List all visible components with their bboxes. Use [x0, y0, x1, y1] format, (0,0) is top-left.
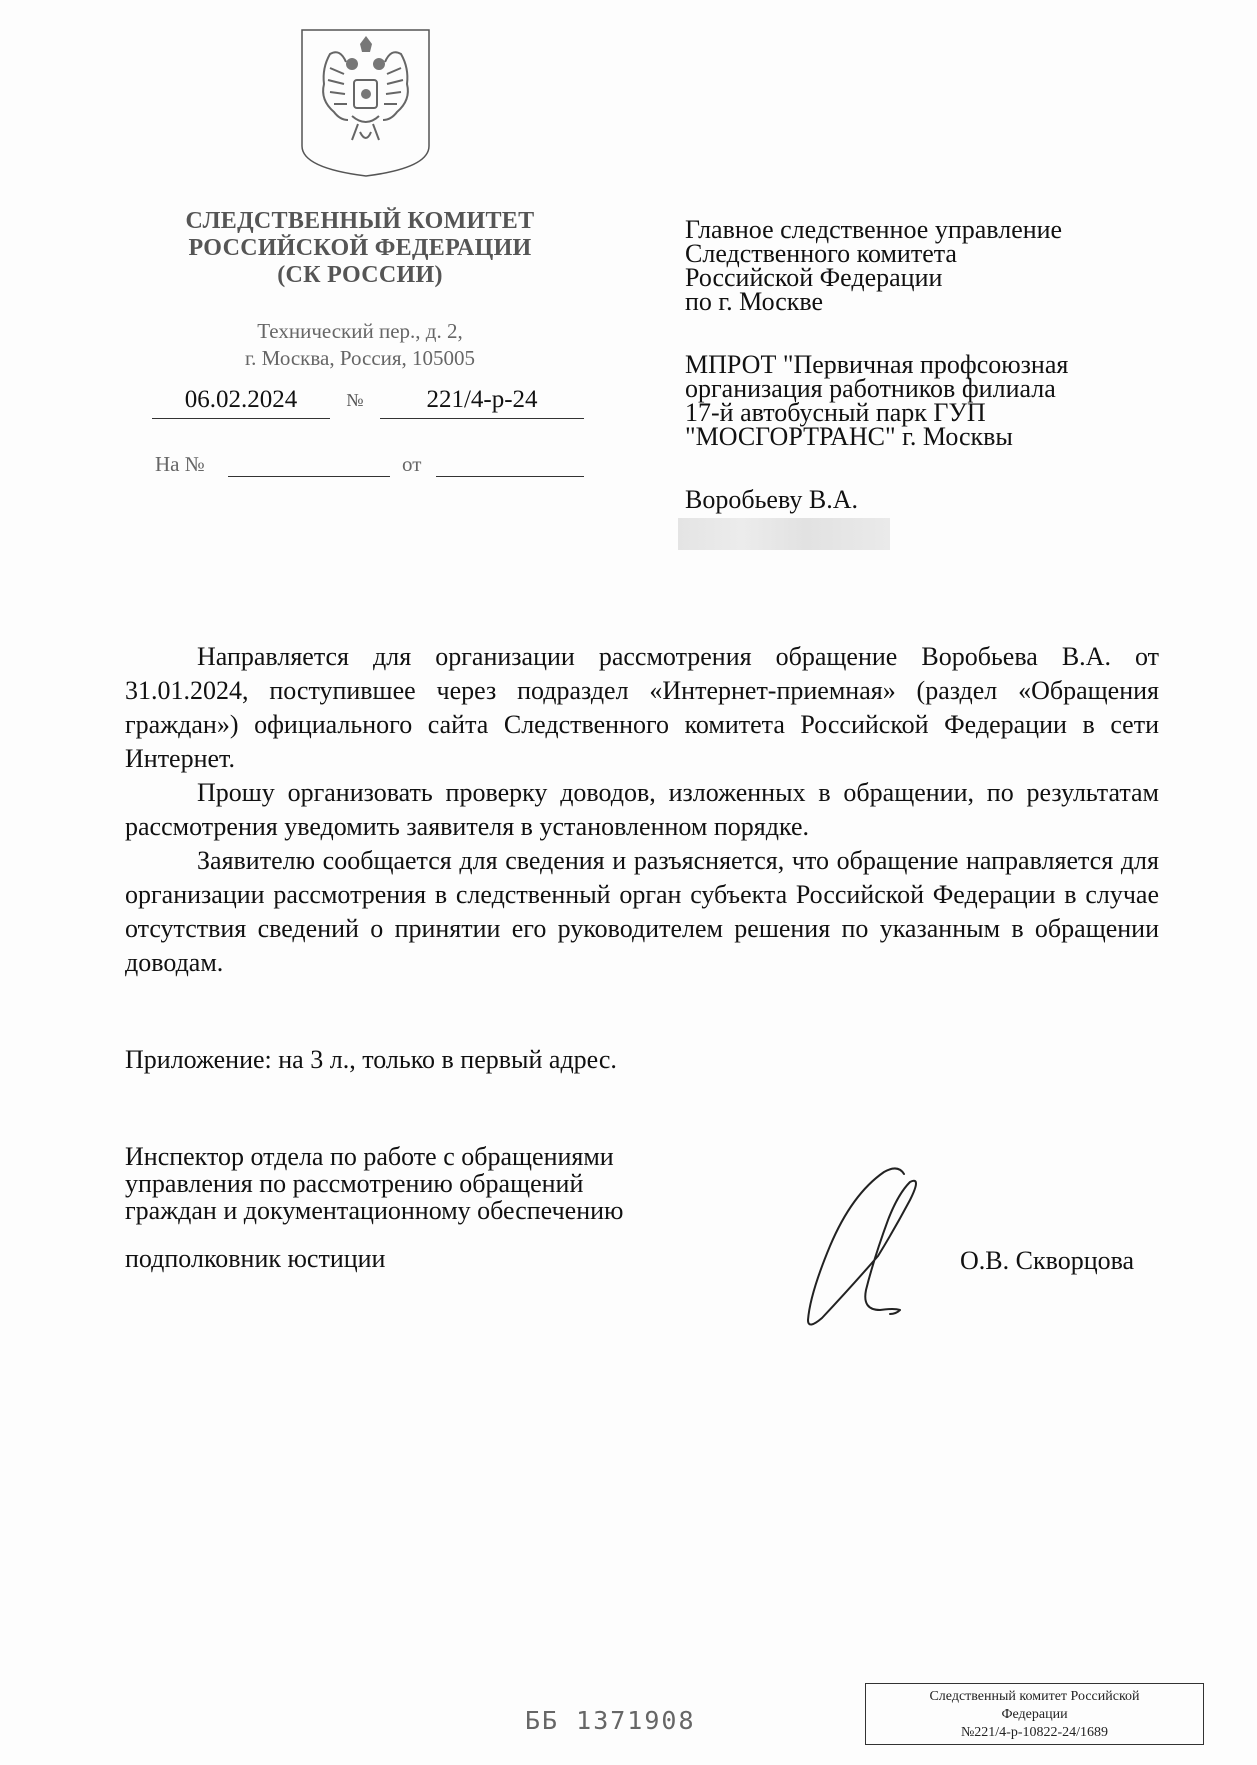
- addressee-secondary: [685, 350, 1155, 451]
- position-line: граждан и документационному обеспечению: [125, 1196, 624, 1225]
- reply-to-number-line: [228, 476, 390, 477]
- addressee-primary: [685, 215, 1155, 316]
- stamp-line: Следственный комитет Российской: [929, 1689, 1140, 1704]
- body-paragraph: Прошу организовать проверку доводов, изложенных в обращении, по результатам рассмотрения уведомить заявителя в установленном порядке.: [125, 778, 1159, 841]
- addressee-line: 17-й автобусный парк ГУП: [685, 398, 986, 427]
- address-line: г. Москва, Россия, 105005: [244, 346, 476, 370]
- position-line: Инспектор отдела по работе с обращениями: [125, 1142, 614, 1171]
- org-name-line: РОССИЙСКОЙ ФЕДЕРАЦИИ: [188, 235, 532, 261]
- org-name-line: СЛЕДСТВЕННЫЙ КОМИТЕТ: [185, 208, 535, 234]
- addressee-person: [685, 485, 1155, 514]
- signer-rank: подполковник юстиции: [125, 1244, 386, 1273]
- body-paragraph: Заявителю сообщается для сведения и разъясняется, что обращение направляется для организации рассмотрения в следственный орган субъекта Российской Федерации в случае отсутствия сведений о принятии его руководителем решения по указанным в обращении доводам.: [125, 846, 1159, 977]
- reply-to-number-label: На №: [155, 452, 205, 476]
- addressee-line: Российской Федерации: [685, 263, 943, 292]
- addressee-line: МПРОТ "Первичная профсоюзная: [685, 350, 1069, 379]
- addressee-line: организация работников филиала: [685, 374, 1056, 403]
- signer-name: О.В. Скворцова: [960, 1246, 1135, 1275]
- organization-name: [150, 208, 570, 289]
- signer-position: [125, 1143, 623, 1224]
- handwritten-signature: [800, 1160, 950, 1330]
- addressee-line: Следственного комитета: [685, 239, 957, 268]
- stamp-line: Федерации: [1001, 1707, 1068, 1722]
- number-sign: №: [346, 390, 364, 410]
- annex-note: Приложение: на 3 л., только в первый адрес.: [125, 1045, 617, 1074]
- body-paragraph: Направляется для организации рассмотрения обращение Воробьева В.А. от 31.01.2024, поступившее через подраздел «Интернет-приемная» (раздел «Обращения граждан») официального сайта Следственного комитета Российской Федерации в сети Интернет.: [125, 642, 1159, 773]
- organization-address: [150, 318, 570, 372]
- stamp-line: №221/4-р-10822-24/1689: [960, 1725, 1109, 1740]
- addressee-line: Главное следственное управление: [685, 215, 1063, 244]
- address-line: Технический пер., д. 2,: [257, 319, 463, 343]
- form-serial-number: ББ 1371908: [525, 1706, 696, 1735]
- org-name-line: (СК РОССИИ): [277, 262, 443, 288]
- addressee-line: Воробьеву В.А.: [685, 485, 858, 514]
- registration-date: 06.02.2024: [152, 384, 330, 419]
- coat-of-arms-icon: [300, 28, 431, 178]
- redacted-area: [678, 518, 890, 550]
- addressee-line: по г. Москве: [685, 287, 824, 316]
- addressee-line: "МОСГОРТРАНС" г. Москвы: [685, 422, 1013, 451]
- addressee-block: [685, 215, 1155, 551]
- reply-to-date-label: от: [402, 452, 422, 476]
- letter-body: [125, 640, 1159, 980]
- registration-number: 221/4-р-24: [380, 384, 584, 419]
- position-line: управления по рассмотрению обращений: [125, 1169, 584, 1198]
- reply-to-date-line: [436, 476, 584, 477]
- registration-stamp: [865, 1683, 1204, 1745]
